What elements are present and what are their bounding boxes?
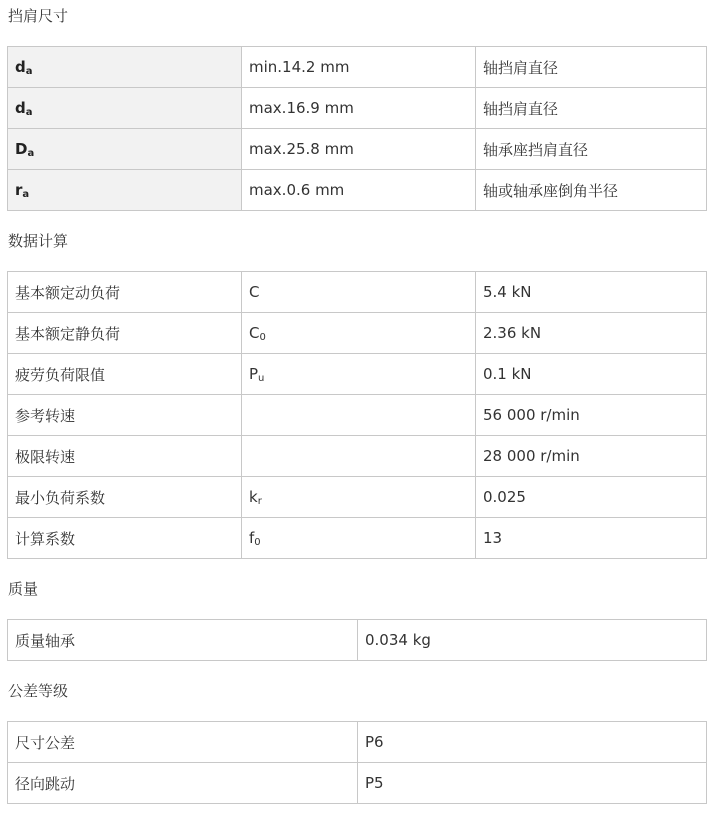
table-row: [8, 722, 707, 763]
name-cell: 尺寸公差: [8, 722, 358, 763]
table-row: [8, 477, 707, 518]
table-row: [8, 313, 707, 354]
table-row: [8, 763, 707, 804]
value-cell: 0.1 kN: [476, 354, 707, 395]
value-cell: max.0.6 mm: [242, 170, 476, 211]
value-cell: P6: [358, 722, 707, 763]
section-title-mass: 质量: [8, 580, 39, 598]
symbol-subscript: a: [22, 189, 30, 200]
table-row: [8, 170, 707, 211]
value-cell: 56 000 r/min: [476, 395, 707, 436]
name-cell: 径向跳动: [8, 763, 358, 804]
table-row: [8, 47, 707, 88]
symbol-cell: [242, 272, 476, 313]
symbol: C: [249, 324, 260, 342]
symbol-subscript: u: [258, 373, 265, 384]
name-cell: 极限转速: [8, 436, 242, 477]
symbol-cell: [242, 477, 476, 518]
name-cell: 计算系数: [8, 518, 242, 559]
name-cell: 质量轴承: [8, 620, 358, 661]
section-title-calculation: 数据计算: [8, 232, 69, 250]
symbol-cell: [242, 313, 476, 354]
description-cell: 轴或轴承座倒角半径: [476, 170, 707, 211]
symbol-subscript: a: [25, 107, 33, 118]
symbol: d: [15, 58, 26, 76]
section-title-tolerance: 公差等级: [8, 682, 69, 700]
abutment-table: [7, 46, 707, 211]
section-title-abutment: 挡肩尺寸: [8, 7, 69, 25]
table-row: [8, 436, 707, 477]
symbol-cell: [242, 395, 476, 436]
value-cell: 5.4 kN: [476, 272, 707, 313]
value-cell: P5: [358, 763, 707, 804]
symbol-cell: [8, 129, 242, 170]
table-row: [8, 518, 707, 559]
symbol: k: [249, 488, 258, 506]
symbol: d: [15, 99, 26, 117]
symbol-cell: [242, 354, 476, 395]
symbol-subscript: a: [25, 66, 33, 77]
value-cell: max.16.9 mm: [242, 88, 476, 129]
table-row: [8, 88, 707, 129]
symbol: P: [249, 365, 259, 383]
symbol-cell: [242, 436, 476, 477]
value-cell: 13: [476, 518, 707, 559]
table-row: [8, 129, 707, 170]
name-cell: 疲劳负荷限值: [8, 354, 242, 395]
table-row: [8, 272, 707, 313]
table-row: [8, 620, 707, 661]
name-cell: 参考转速: [8, 395, 242, 436]
calculation-table: [7, 271, 707, 559]
symbol: D: [15, 140, 28, 158]
symbol-subscript: 0: [254, 537, 261, 548]
value-cell: 2.36 kN: [476, 313, 707, 354]
symbol-cell: [242, 518, 476, 559]
mass-table: [7, 619, 707, 661]
name-cell: 最小负荷系数: [8, 477, 242, 518]
value-cell: min.14.2 mm: [242, 47, 476, 88]
table-row: [8, 354, 707, 395]
description-cell: 轴挡肩直径: [476, 88, 707, 129]
name-cell: 基本额定静负荷: [8, 313, 242, 354]
description-cell: 轴挡肩直径: [476, 47, 707, 88]
name-cell: 基本额定动负荷: [8, 272, 242, 313]
symbol: f: [249, 529, 255, 547]
symbol-subscript: 0: [259, 332, 266, 343]
symbol-subscript: r: [257, 496, 262, 507]
tolerance-table: [7, 721, 707, 804]
description-cell: 轴承座挡肩直径: [476, 129, 707, 170]
value-cell: max.25.8 mm: [242, 129, 476, 170]
symbol-cell: [8, 47, 242, 88]
table-row: [8, 395, 707, 436]
value-cell: 0.025: [476, 477, 707, 518]
symbol: r: [15, 181, 23, 199]
symbol-subscript: a: [27, 148, 35, 159]
symbol: C: [249, 283, 260, 301]
value-cell: 28 000 r/min: [476, 436, 707, 477]
symbol-cell: [8, 88, 242, 129]
symbol-cell: [8, 170, 242, 211]
value-cell: 0.034 kg: [358, 620, 707, 661]
